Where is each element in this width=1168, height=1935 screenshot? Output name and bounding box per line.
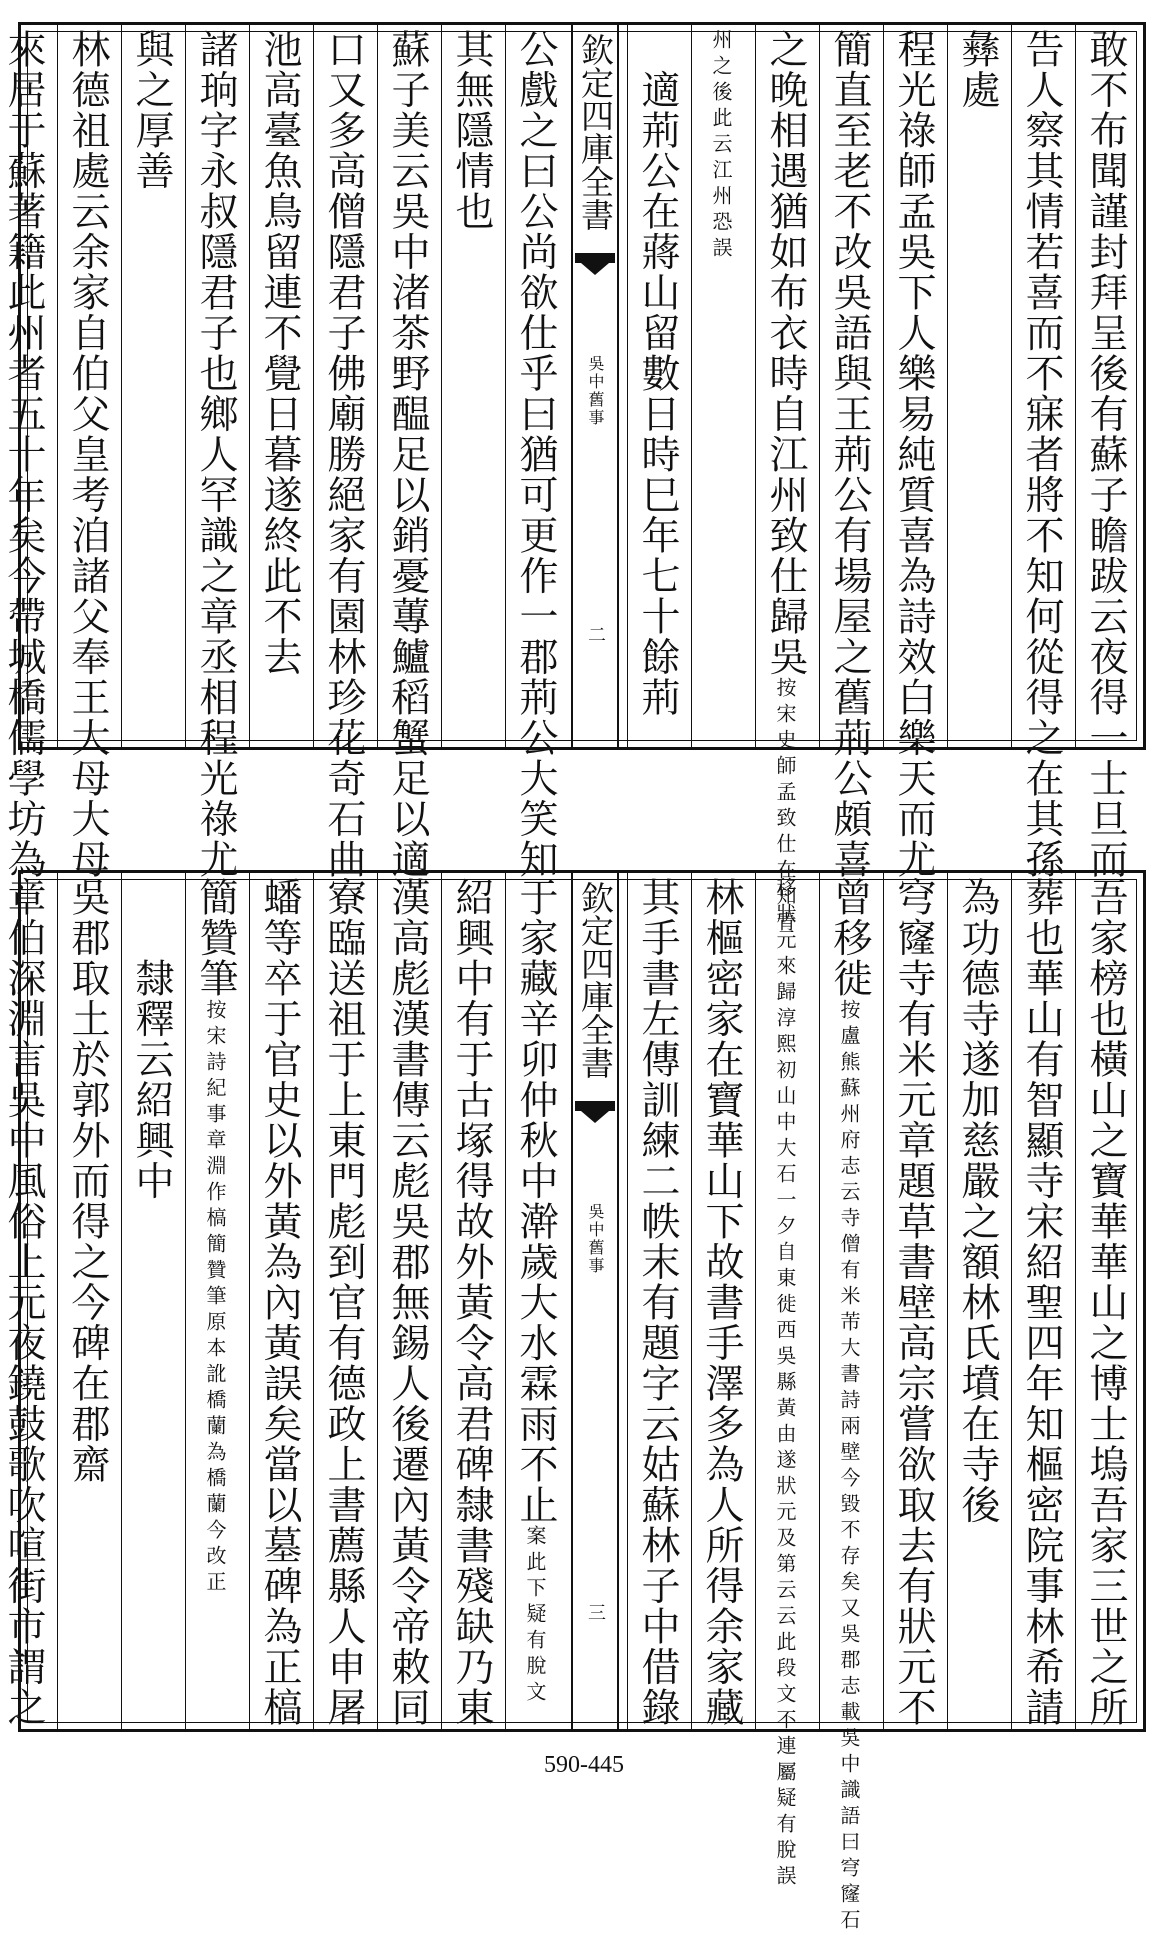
text-column <box>631 877 683 1728</box>
column-text: 適荊公在蔣山留數日時巳年七十餘荊 <box>635 29 680 718</box>
lower-page-spine <box>571 873 619 1729</box>
column-text: 寮臨送祖于上東門彪到官有德政上書薦縣人申屠 <box>321 877 366 1728</box>
column-text: 諸珦字永叔隱君子也鄉人罕識之章丞相程光祿尤 <box>193 29 238 880</box>
text-column <box>125 29 177 743</box>
text-column <box>1015 29 1067 880</box>
column-rule <box>947 873 948 1729</box>
column-text: 于家藏辛卯仲秋中澣歲大水霖雨不止 <box>513 877 558 1525</box>
column-text: 其手書左傳訓練二帙末有題字云姑蘇林子中借錄 <box>635 877 680 1728</box>
text-column <box>509 29 561 880</box>
text-column <box>0 29 49 880</box>
column-rule <box>57 873 58 1729</box>
column-text: 林樞密家在寶華山下故書手澤多為人所得余家藏 <box>699 877 744 1728</box>
upper-book-title: 欽定四庫全書 <box>576 33 615 231</box>
text-column <box>951 877 1003 1725</box>
text-column <box>189 29 241 880</box>
text-column <box>1015 877 1067 1728</box>
column-text: 口又多高僧隱君子佛廟勝絕家有園林珍花奇石曲 <box>321 29 366 880</box>
column-text: 曾移徙 <box>827 877 872 999</box>
upper-chapter-title: 吳中舊事 <box>586 355 605 427</box>
column-rule <box>377 25 378 747</box>
column-rule <box>755 873 756 1729</box>
lower-page-number: 三 <box>585 1603 606 1621</box>
column-rule <box>755 25 756 747</box>
text-column <box>823 877 875 1935</box>
lower-book-title: 欽定四庫全書 <box>576 881 615 1079</box>
column-rule <box>1011 25 1012 747</box>
column-text: 林德祖處云余家自伯父皇考洎諸父奉王大母大母 <box>65 29 110 880</box>
column-text: 告人察其情若喜而不寐者將不知何從得之在其孫 <box>1019 29 1064 880</box>
text-column <box>759 877 811 1891</box>
text-column <box>887 29 939 880</box>
column-rule <box>121 25 122 747</box>
text-column <box>695 29 747 743</box>
column-text: 程光祿師孟吳下人樂易純質喜為詩效白樂天而尤 <box>891 29 936 880</box>
column-text: 池高臺魚鳥留連不覺日暮遂終此不去 <box>257 29 302 677</box>
column-text: 來居于蘇著籍此州者五十年矣今帶城橋儒學坊為 <box>1 29 46 880</box>
upper-page-number: 二 <box>585 625 606 643</box>
column-text: 蟠等卒于官史以外黃為內黃誤矣當以墓碑為正槁 <box>257 877 302 1728</box>
column-rule <box>883 25 884 747</box>
column-text: 隸釋云紹興中 <box>129 877 174 1201</box>
text-column <box>317 29 369 880</box>
column-rule <box>947 25 948 747</box>
column-text: 穹窿寺有米元章題草書壁高宗嘗欲取去有狀元不 <box>891 877 936 1728</box>
text-column <box>951 29 1003 743</box>
text-column <box>253 29 305 743</box>
text-column <box>823 29 875 880</box>
text-column <box>125 877 177 1725</box>
lower-chapter-title: 吳中舊事 <box>586 1203 605 1275</box>
column-rule <box>627 873 628 1729</box>
column-text: 公戲之曰公尚欲仕乎曰猶可更作一郡荊公大笑知 <box>513 29 558 880</box>
text-column <box>61 877 113 1725</box>
column-rule <box>883 873 884 1729</box>
column-rule <box>249 25 250 747</box>
column-text: 簡直至老不改吳語與王荊公有場屋之舊荊公頗喜 <box>827 29 872 880</box>
column-rule <box>819 25 820 747</box>
column-text: 章伯深淵言吳中風俗上元夜鐃鼓歌吹喧街市謂之 <box>1 877 46 1728</box>
column-rule <box>441 873 442 1729</box>
text-column <box>317 877 369 1728</box>
column-rule <box>185 25 186 747</box>
column-rule <box>249 873 250 1729</box>
text-column <box>61 29 113 880</box>
column-text: 為功德寺遂加慈嚴之額林氏墳在寺後 <box>955 877 1000 1525</box>
text-column <box>0 877 49 1728</box>
column-rule <box>313 873 314 1729</box>
annotation-note: 按盧熊蘇州府志云寺僧有米芾大書詩兩壁今毀不存矣又吳郡志載吳中識語曰穹窿石 <box>837 998 861 1935</box>
column-rule <box>1011 873 1012 1729</box>
text-column <box>1079 29 1131 880</box>
text-column <box>631 29 683 743</box>
catalog-number: 590-445 <box>544 1752 624 1778</box>
column-rule <box>441 25 442 747</box>
upper-page-frame <box>1 22 1146 937</box>
text-column <box>759 29 811 937</box>
column-rule <box>505 873 506 1729</box>
column-rule <box>819 873 820 1729</box>
fish-tail-mark-icon <box>575 1101 615 1131</box>
column-rule <box>1075 873 1076 1729</box>
upper-page-spine <box>571 25 619 747</box>
column-rule <box>691 873 692 1729</box>
column-rule <box>121 873 122 1729</box>
annotation-note: 案此下疑有脫文 <box>523 1525 547 1707</box>
text-column <box>253 877 305 1728</box>
column-text: 其無隱情也 <box>449 29 494 232</box>
column-text: 吾家榜也橫山之寶華華山之博士塢吾家三世之所 <box>1083 877 1128 1728</box>
annotation-note: 移狀元來歸淳熙初山中大石一夕自東徙西吳縣黃由遂狀元及第云云此段文不連屬疑有脫誤 <box>773 877 797 1891</box>
fish-tail-mark-icon <box>575 253 615 283</box>
column-text: 漢高彪漢書傳云彪吳郡無錫人後遷內黃令帝敕同 <box>385 877 430 1728</box>
annotation-note: 州之後此云江州恐誤 <box>709 29 733 263</box>
column-rule <box>691 25 692 747</box>
text-column <box>695 877 747 1728</box>
text-column <box>445 877 497 1728</box>
column-text: 與之厚善 <box>129 29 174 191</box>
column-rule <box>57 25 58 747</box>
text-column <box>509 877 561 1725</box>
column-rule <box>505 25 506 747</box>
column-rule <box>377 873 378 1729</box>
column-text: 葬也華山有智顯寺宋紹聖四年知樞密院事林希請 <box>1019 877 1064 1728</box>
annotation-note: 按宋史師孟致仕在知青 <box>773 677 797 937</box>
column-rule <box>313 25 314 747</box>
text-column <box>445 29 497 743</box>
column-text: 簡贊筆 <box>193 877 238 999</box>
column-text: 蘇子美云吳中渚茶野醖足以銷憂蓴鱸稻蟹足以適 <box>385 29 430 880</box>
text-column <box>887 877 939 1728</box>
column-rule <box>185 873 186 1729</box>
text-column <box>189 877 241 1725</box>
text-column <box>381 877 433 1728</box>
column-text: 之晚相遇猶如布衣時自江州致仕歸吳 <box>763 29 808 677</box>
annotation-note: 按宋詩紀事章淵作槁簡贊筆原本訛橋蘭為橋蘭今改正 <box>203 998 227 1597</box>
column-text: 敢不布聞謹封拜呈後有蘇子瞻跋云夜得一士旦而 <box>1083 29 1128 880</box>
text-column <box>1079 877 1131 1728</box>
column-text: 彝處 <box>955 29 1000 110</box>
column-rule <box>627 25 628 747</box>
column-rule <box>1075 25 1076 747</box>
column-text: 紹興中有于古塚得故外黃令高君碑隸書殘缺乃東 <box>449 877 494 1728</box>
text-column <box>381 29 433 880</box>
column-text: 吳郡取土於郭外而得之今碑在郡齋 <box>65 877 110 1485</box>
